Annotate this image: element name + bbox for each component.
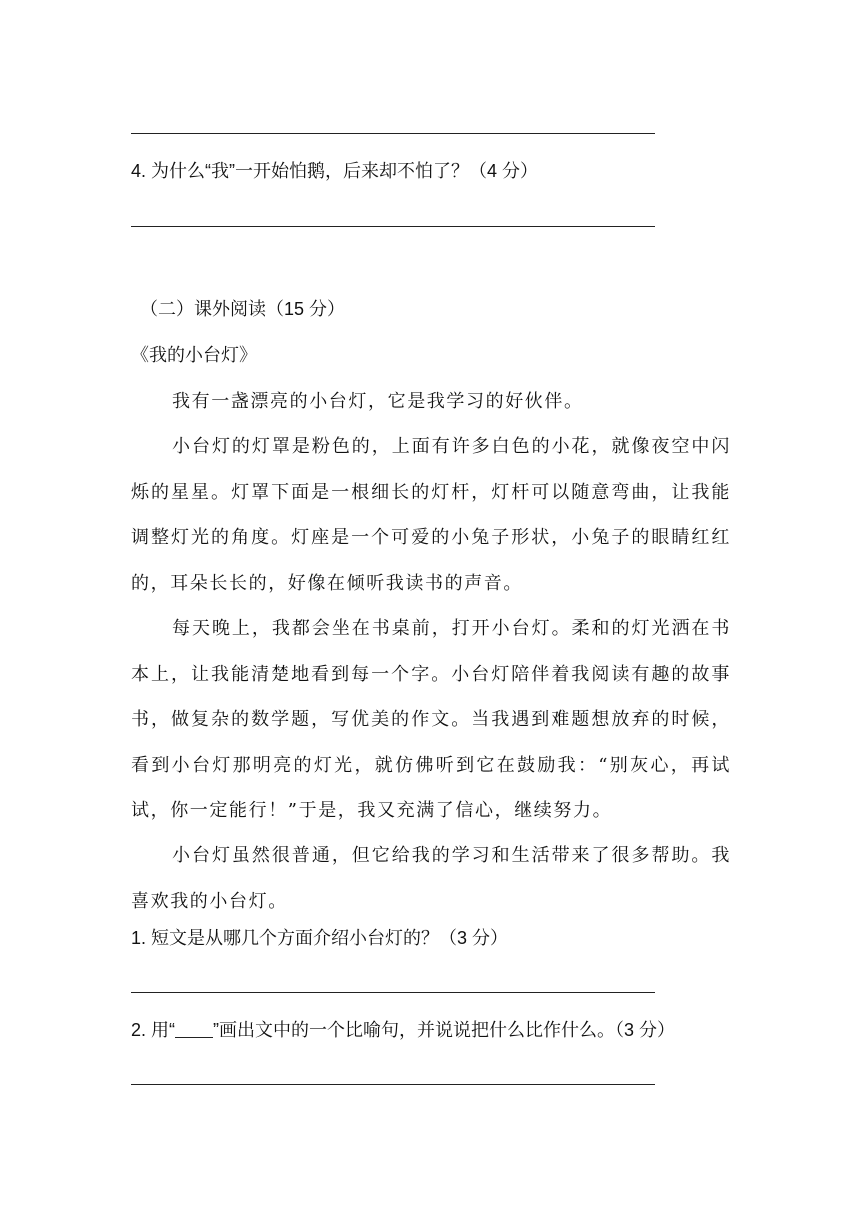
paragraph-1: 我有一盏漂亮的小台灯，它是我学习的好伙伴。 xyxy=(172,391,584,412)
question-2-prefix: 2. 用“ xyxy=(131,1020,176,1040)
answer-line[interactable] xyxy=(131,226,655,227)
paragraph-2: 小台灯的灯罩是粉色的，上面有许多白色的小花，就像夜空中闪烁的星星。灯罩下面是一根细长的灯杆，灯杆可以随意弯曲，让我能调整灯光的角度。灯座是一个可爱的小兔子形状，小兔子的眼睛红红的，耳朵长长的，好像在倾听我读书的声音。 xyxy=(131,436,731,594)
question-4: 4. 为什么“我”一开始怕鹅，后来却不怕了？（4 分） xyxy=(131,161,539,181)
passage-title: 《我的小台灯》 xyxy=(131,345,257,365)
answer-line[interactable] xyxy=(131,1084,655,1085)
question-2 xyxy=(131,1017,675,1043)
answer-line[interactable] xyxy=(131,133,655,134)
paragraph-4: 小台灯虽然很普通，但它给我的学习和生活带来了很多帮助。我喜欢我的小台灯。 xyxy=(131,845,731,912)
underline-sample xyxy=(175,1019,213,1038)
paragraph-3: 每天晚上，我都会坐在书桌前，打开小台灯。柔和的灯光洒在书本上，让我能清楚地看到每一个字。小台灯陪伴着我阅读有趣的故事书，做复杂的数学题，写优美的作文。当我遇到难题想放弃的时候，看到小台灯那明亮的灯光，就仿佛听到它在鼓励我：“别灰心，再试试，你一定能行！”于是，我又充满了信心，继续努力。 xyxy=(131,618,731,821)
section-heading: （二）课外阅读（15 分） xyxy=(140,299,346,319)
answer-line[interactable] xyxy=(131,992,655,993)
question-2-suffix: ”画出文中的一个比喻句，并说说把什么比作什么。（3 分） xyxy=(213,1020,676,1040)
question-1: 1. 短文是从哪几个方面介绍小台灯的？（3 分） xyxy=(131,928,509,948)
